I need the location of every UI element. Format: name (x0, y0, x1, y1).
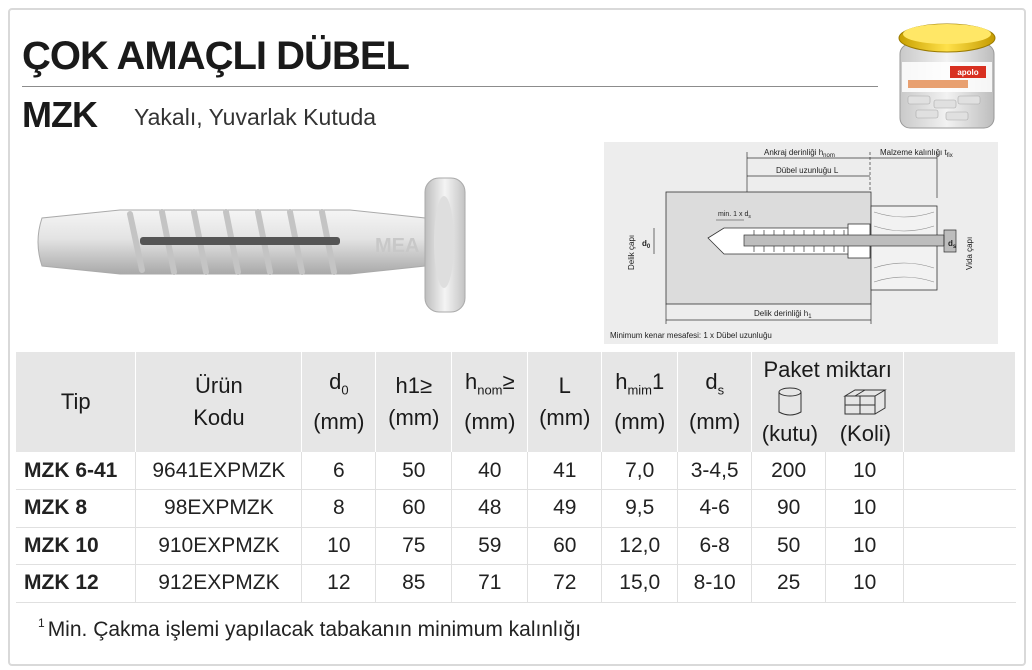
dowel-product-image (30, 170, 500, 320)
material-thickness-label: Malzeme kalınlığı $t_{fix}$ (880, 148, 953, 159)
cell-koli: 10 (826, 490, 904, 528)
svg-text:d0: $d_0$ (642, 239, 651, 250)
cell-ds: 4-6 (678, 490, 752, 528)
col-pad (904, 352, 1016, 452)
cell-d0: 8 (302, 490, 376, 528)
col-tip: Tip (16, 352, 136, 452)
cell-ds: 6-8 (678, 527, 752, 565)
cell-kod: 9641EXPMZK (136, 452, 302, 490)
cell-kutu: 25 (752, 565, 826, 603)
col-hnom: $h_{nom}\ge$ (mm) (452, 352, 528, 452)
cell-hnom: 59 (452, 527, 528, 565)
hole-depth-label: Delik derinliği $h_1$ (754, 309, 812, 320)
cell-hnom: 40 (452, 452, 528, 490)
cell-tip: MZK 10 (16, 527, 136, 565)
cell-L: 41 (528, 452, 602, 490)
cell-kod: 910EXPMZK (136, 527, 302, 565)
installation-diagram (604, 142, 998, 344)
cell-h1: 60 (376, 490, 452, 528)
cell-kutu: 90 (752, 490, 826, 528)
svg-text:ds: $d_s$ (948, 239, 957, 250)
footnote: $^1$ Min. Çakma işlemi yapılacak tabakanın minimum kalınlığı (38, 616, 582, 641)
table-body (16, 452, 1016, 602)
cell-tip: MZK 12 (16, 565, 136, 603)
cell-kod: 912EXPMZK (136, 565, 302, 603)
page-title: ÇOK AMAÇLI DÜBEL (22, 34, 409, 78)
cell-koli: 10 (826, 452, 904, 490)
model-subtitle: Yakalı, Yuvarlak Kutuda (134, 104, 377, 130)
col-d0: $d_0$ (mm) (302, 352, 376, 452)
cell-ds: 3-4,5 (678, 452, 752, 490)
cell-d0: 10 (302, 527, 376, 565)
cell-h1: 50 (376, 452, 452, 490)
cell-kutu: 50 (752, 527, 826, 565)
anchor-depth-label: Ankraj derinliği $h_{nom}$ (764, 148, 835, 159)
cell-kod: 98EXPMZK (136, 490, 302, 528)
cell-hmim: 9,5 (602, 490, 678, 528)
cell-h1: 75 (376, 527, 452, 565)
box-icon (776, 386, 804, 418)
table-header-row (16, 352, 1016, 452)
dowel-imprint-text: MEA (375, 235, 420, 257)
min-ds-label: min. 1 x $d_s$ (718, 211, 751, 220)
cell-hmim: 7,0 (602, 452, 678, 490)
col-hmim: $h_{mim}1$ (mm) (602, 352, 678, 452)
cell-tip: MZK 6-41 (16, 452, 136, 490)
table-row (16, 565, 1016, 603)
cell-ds: 8-10 (678, 565, 752, 603)
model-name: MZK (22, 94, 97, 135)
col-paket-miktari: Paket miktarı (kutu) (Koli) (752, 352, 904, 452)
col-l: L (mm) (528, 352, 602, 452)
col-urun-kodu: Ürün Kodu (136, 352, 302, 452)
dowel-length-label: Dübel uzunluğu L (776, 166, 839, 175)
cell-hmim: 15,0 (602, 565, 678, 603)
product-jar-image (888, 14, 1006, 134)
cell-pad (904, 527, 1016, 565)
cell-L: 49 (528, 490, 602, 528)
cell-pad (904, 565, 1016, 603)
cell-koli: 10 (826, 527, 904, 565)
cell-hnom: 71 (452, 565, 528, 603)
cell-h1: 85 (376, 565, 452, 603)
hole-diameter-label: Delik çapı (627, 234, 636, 270)
cell-koli: 10 (826, 565, 904, 603)
cell-L: 72 (528, 565, 602, 603)
min-edge-label: Minimum kenar mesafesi: 1 x Dübel uzunluğu (610, 331, 772, 340)
table-row (16, 452, 1016, 490)
col-h1: h1≥ (mm) (376, 352, 452, 452)
cell-hnom: 48 (452, 490, 528, 528)
spec-table (16, 352, 1016, 603)
cell-d0: 12 (302, 565, 376, 603)
cell-kutu: 200 (752, 452, 826, 490)
cell-d0: 6 (302, 452, 376, 490)
table-row (16, 527, 1016, 565)
title-divider (22, 86, 878, 87)
cell-pad (904, 490, 1016, 528)
cell-hmim: 12,0 (602, 527, 678, 565)
jar-brand-text: apolo (957, 68, 979, 77)
cell-pad (904, 452, 1016, 490)
cell-L: 60 (528, 527, 602, 565)
col-ds: $d_s$ (mm) (678, 352, 752, 452)
screw-diameter-label: Vida çapı (965, 236, 974, 270)
cell-tip: MZK 8 (16, 490, 136, 528)
table-row (16, 490, 1016, 528)
carton-icon (841, 386, 889, 418)
